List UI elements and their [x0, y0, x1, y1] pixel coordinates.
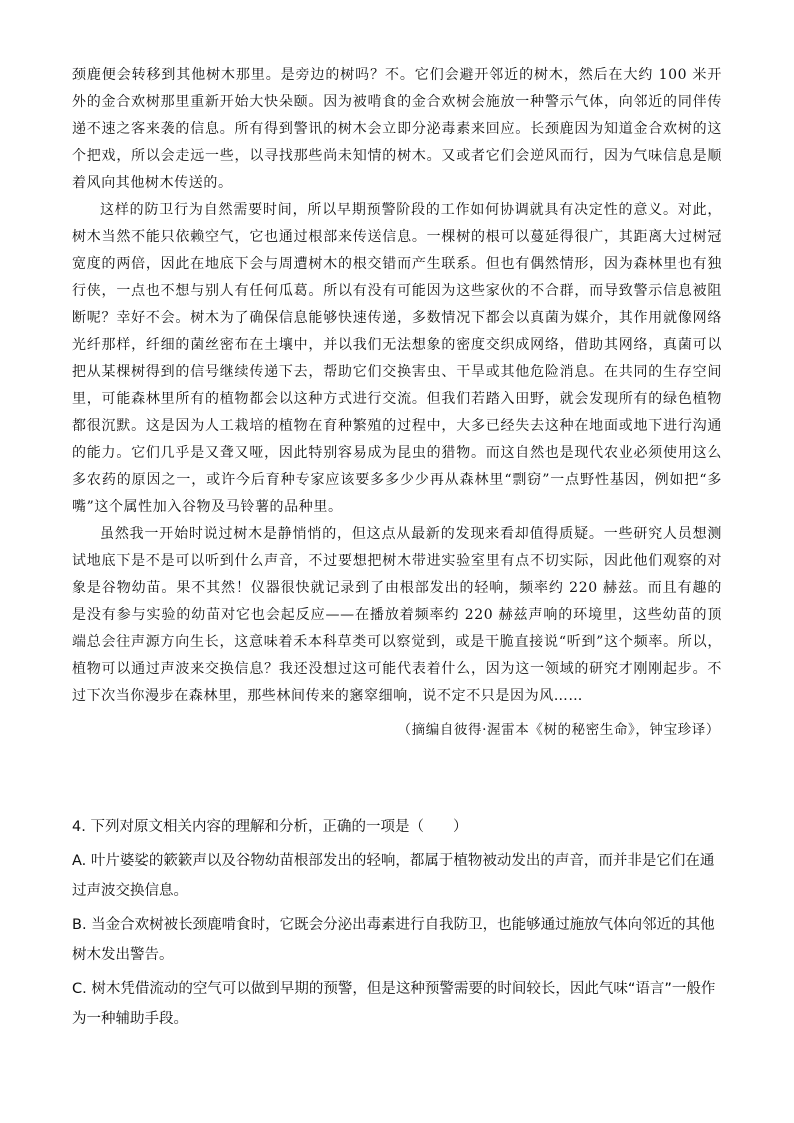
option-b: B. 当金合欢树被长颈鹿啃食时，它既会分泌出毒素进行自我防卫，也能够通过施放气体向邻近的其他树木发出警告。	[72, 917, 715, 963]
article-paragraph-2: 这样的防卫行为自然需要时间，所以早期预警阶段的工作如何协调就具有决定性的意义。对此，树木当然不能只依赖空气，它也通过根部来传送信息。一棵树的根可以蔓延得很广，其距离大过树冠宽度的两倍，因此在地底下会与周遭树木的根交错而产生联系。但也有偶然情形，因为森林里也有独行侠，一点也不想与别人有任何瓜葛。所以有没有可能因为这些家伙的不合群，而导致警示信息被阻断呢？幸好不会。树木为了确保信息能够快速传递，多数情况下都会以真菌为媒介，其作用就像网络光纤那样，纤细的菌丝密布在土壤中，并以我们无法想象的密度交织成网络，借助其网络，真菌可以把从某棵树得到的信号继续传递下去，帮助它们交换害虫、干旱或其他危险消息。在共同的生存空间里，可能森林里所有的植物都会以这种方式进行交流。但我们若踏入田野，就会发现所有的绿色植物都很沉默。这是因为人工栽培的植物在育种繁殖的过程中，大多已经失去这种在地面或地下进行沟通的能力。它们几乎是又聋又哑，因此特别容易成为昆虫的猎物。而这自然也是现代农业必须使用这么多农药的原因之一，或许今后育种专家应该要多多少少再从森林里“剽窃”一点野性基因，例如把“多嘴”这个属性加入谷物及马铃薯的品种里。	[72, 202, 722, 515]
option-c: C. 树木凭借流动的空气可以做到早期的预警，但是这种预警需要的时间较长，因此气味“语言”一般作为一种辅助手段。	[72, 981, 716, 1027]
article-paragraph-1: 颈鹿便会转移到其他树木那里。是旁边的树吗？不。它们会避开邻近的树木，然后在大约 100 米开外的金合欢树那里重新开始大快朵颐。因为被啃食的金合欢树会施放一种警示气体，向邻近的同伴传递不速之客来袭的信息。所有得到警讯的树木会立即分泌毒素来回应。长颈鹿因为知道金合欢树的这个把戏，所以会走远一些，以寻找那些尚未知情的树木。又或者它们会逆风而行，因为气味信息是顺着风向其他树木传送的。	[72, 67, 722, 191]
article-paragraph-3: 虽然我一开始时说过树木是静悄悄的，但这点从最新的发现来看却值得质疑。一些研究人员想测试地底下是不是可以听到什么声音，不过要想把树木带进实验室里有点不切实际，因此他们观察的对象是谷物幼苗。果不其然！仪器很快就记录到了由根部发出的轻响，频率约 220 赫兹。而且有趣的是没有参与实验的幼苗对它也会起反应——在播放着频率约 220 赫兹声响的环境里，这些幼苗的顶端总会往声源方向生长，这意味着禾本科草类可以察觉到，或是干脆直接说“听到”这个频率。所以，植物可以通过声波来交换信息？我还没想过这可能代表着什么，因为这一领域的研究才刚刚起步。不过下次当你漫步在森林里，那些林间传来的窸窣细响，说不定不只是因为风……	[72, 526, 722, 704]
option-a: A. 叶片婆娑的簌簌声以及谷物幼苗根部发出的轻响，都属于植物被动发出的声音，而并非是它们在通过声波交换信息。	[72, 853, 715, 899]
article-body	[72, 62, 722, 750]
question-stem: 4. 下列对原文相关内容的理解和分析，正确的一项是（ ）	[72, 819, 468, 835]
article-source: （摘编自彼得·渥雷本《树的秘密生命》，钟宝珍译）	[397, 722, 720, 738]
question-4	[72, 812, 722, 1034]
